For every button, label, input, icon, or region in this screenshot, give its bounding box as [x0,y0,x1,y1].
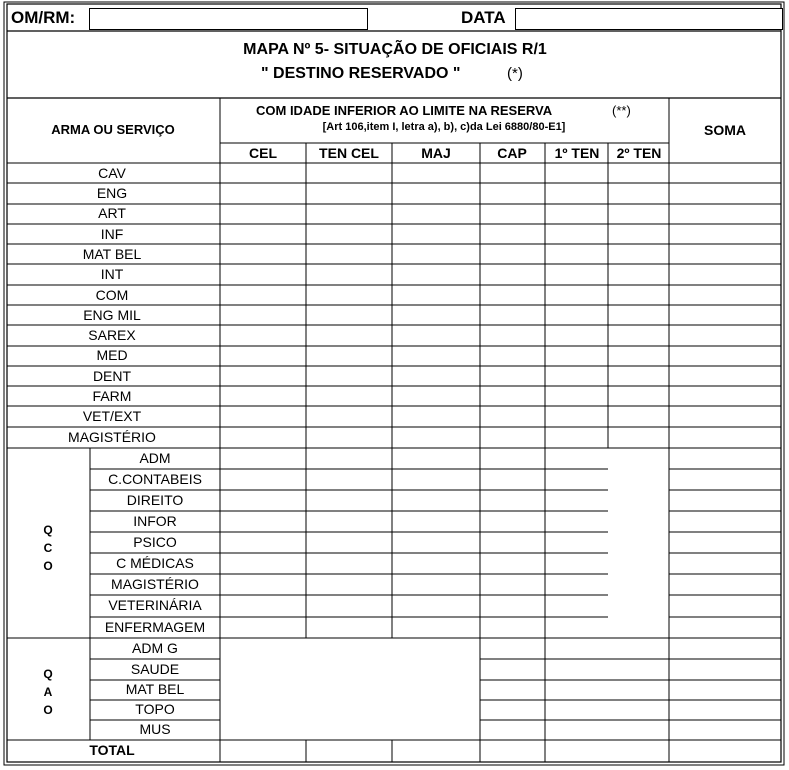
col-cel: CEL [249,145,277,161]
row-label-sarex: SAREX [88,327,136,343]
col-2-ten: 2º TEN [616,145,662,161]
col-ten-cel: TEN CEL [319,145,379,161]
qco-row-direito: DIREITO [126,492,184,508]
data-label: DATA [461,8,506,27]
qco-row-c-medicas: C MÉDICAS [116,555,194,571]
qao-row-mus: MUS [139,721,171,737]
group-header: COM IDADE INFERIOR AO LIMITE NA RESERVA [256,103,553,118]
row-label-dent: DENT [92,368,132,384]
row-label-mat-bel: MAT BEL [82,246,142,262]
qao-row-saude: SAUDE [130,661,180,677]
total-label: TOTAL [89,742,135,758]
qao-row-mat-bel: MAT BEL [125,681,185,697]
om-rm-label: OM/RM: [11,8,76,27]
row-label-int: INT [100,266,124,282]
qco-row-magisterio: MAGISTÉRIO [111,576,199,592]
qco-row-enfermagem: ENFERMAGEM [104,619,206,635]
qao-row-topo: TOPO [135,701,175,717]
group-subheader: [Art 106,item I, letra a), b), c)da Lei 6880/80-E1] [322,121,566,133]
qco-row-adm: ADM [139,450,171,466]
map-title: MAPA Nº 5- SITUAÇÃO DE OFICIAIS R/1 [243,41,547,58]
col-maj: MAJ [421,145,451,161]
soma-header: SOMA [704,122,746,138]
row-label-magisterio: MAGISTÉRIO [68,429,156,445]
qco-row-veterinaria: VETERINÁRIA [108,597,202,613]
arma-servico-header: ARMA OU SERVIÇO [51,122,175,137]
map-subtitle: " DESTINO RESERVADO " [261,65,461,82]
map-subtitle-note: (*) [507,65,523,82]
row-label-inf: INF [100,226,124,242]
qco-row-infor: INFOR [133,513,177,529]
group-header-note: (**) [612,103,631,118]
qco-row-psico: PSICO [133,534,177,550]
row-label-art: ART [98,205,126,221]
col-1-ten: 1º TEN [554,145,600,161]
qao-row-adm-g: ADM G [132,640,178,656]
col-cap: CAP [497,145,527,161]
qco-group-label: QCO [41,523,55,577]
row-label-farm: FARM [92,388,132,404]
data-field[interactable] [515,8,783,30]
row-label-vet-ext: VET/EXT [82,408,142,424]
row-label-cav: CAV [98,165,126,181]
om-rm-field[interactable] [89,8,368,30]
row-label-med: MED [96,347,128,363]
row-label-com: COM [95,287,129,303]
qco-row-c-contabeis: C.CONTABEIS [108,471,202,487]
row-label-eng-mil: ENG MIL [83,307,141,323]
qao-group-label: QAO [41,667,55,721]
row-label-eng: ENG [96,185,128,201]
